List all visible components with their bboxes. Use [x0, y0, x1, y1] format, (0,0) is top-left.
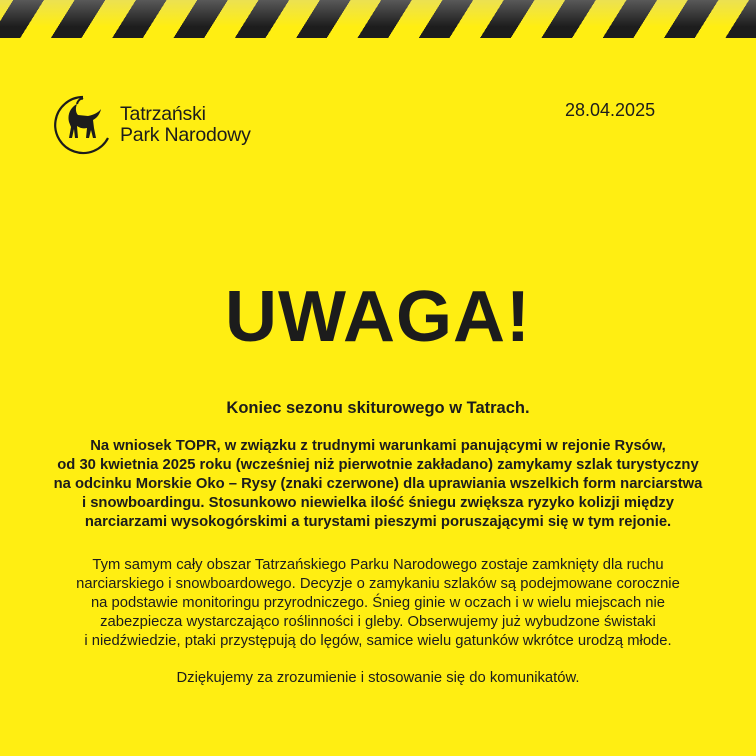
- chamois-circle-icon: [50, 92, 116, 158]
- logo-text-line2: Park Narodowy: [120, 124, 251, 146]
- regular-paragraph-line: narciarskiego i snowboardowego. Decyzje o zamykaniu szlaków są podejmowane corocznie: [76, 576, 680, 592]
- logo-text-line1: Tatrzański: [120, 103, 206, 125]
- bold-paragraph: [40, 437, 716, 532]
- regular-paragraph-line: na podstawie monitoringu przyrodniczego. Śnieg ginie w oczach i w wielu miejscach nie: [90, 595, 666, 611]
- subtitle: Koniec sezonu skiturowego w Tatrach.: [226, 399, 530, 417]
- bold-paragraph-line: i snowboardingu. Stosunkowo niewielka ilość śniegu zwiększa ryzyko kolizji między: [81, 495, 675, 511]
- bold-paragraph-line: na odcinku Morskie Oko – Rysy (znaki czerwone) dla uprawiania wszelkich form narciarstwa: [53, 476, 703, 492]
- announcement-date: 28.04.2025: [565, 100, 656, 120]
- regular-paragraph-line: zabezpiecza wystarczająco roślinności i gleby. Obserwujemy już wybudzone świstaki: [100, 614, 656, 630]
- thanks-line: Dziękujemy za zrozumienie i stosowanie się do komunikatów.: [176, 670, 580, 686]
- hazard-stripe-band: [0, 0, 756, 38]
- regular-paragraph-line: i niedźwiedzie, ptaki przystępują do lęgów, samice wielu gatunków wkrótce urodzą młode.: [84, 633, 672, 649]
- regular-paragraph-line: Tym samym cały obszar Tatrzańskiego Parku Narodowego zostaje zamknięty dla ruchu: [92, 557, 664, 573]
- park-logo: [50, 92, 251, 158]
- headline: UWAGA!: [225, 277, 531, 357]
- bold-paragraph-line: narciarzami wysokogórskimi a turystami pieszymi poruszającymi się w tym rejonie.: [84, 514, 672, 530]
- regular-paragraph: [40, 556, 716, 651]
- bold-paragraph-line: Na wniosek TOPR, w związku z trudnymi warunkami panującymi w rejonie Rysów,: [90, 438, 666, 454]
- bold-paragraph-line: od 30 kwietnia 2025 roku (wcześniej niż pierwotnie zakładano) zamykamy szlak turystyczny: [57, 457, 699, 473]
